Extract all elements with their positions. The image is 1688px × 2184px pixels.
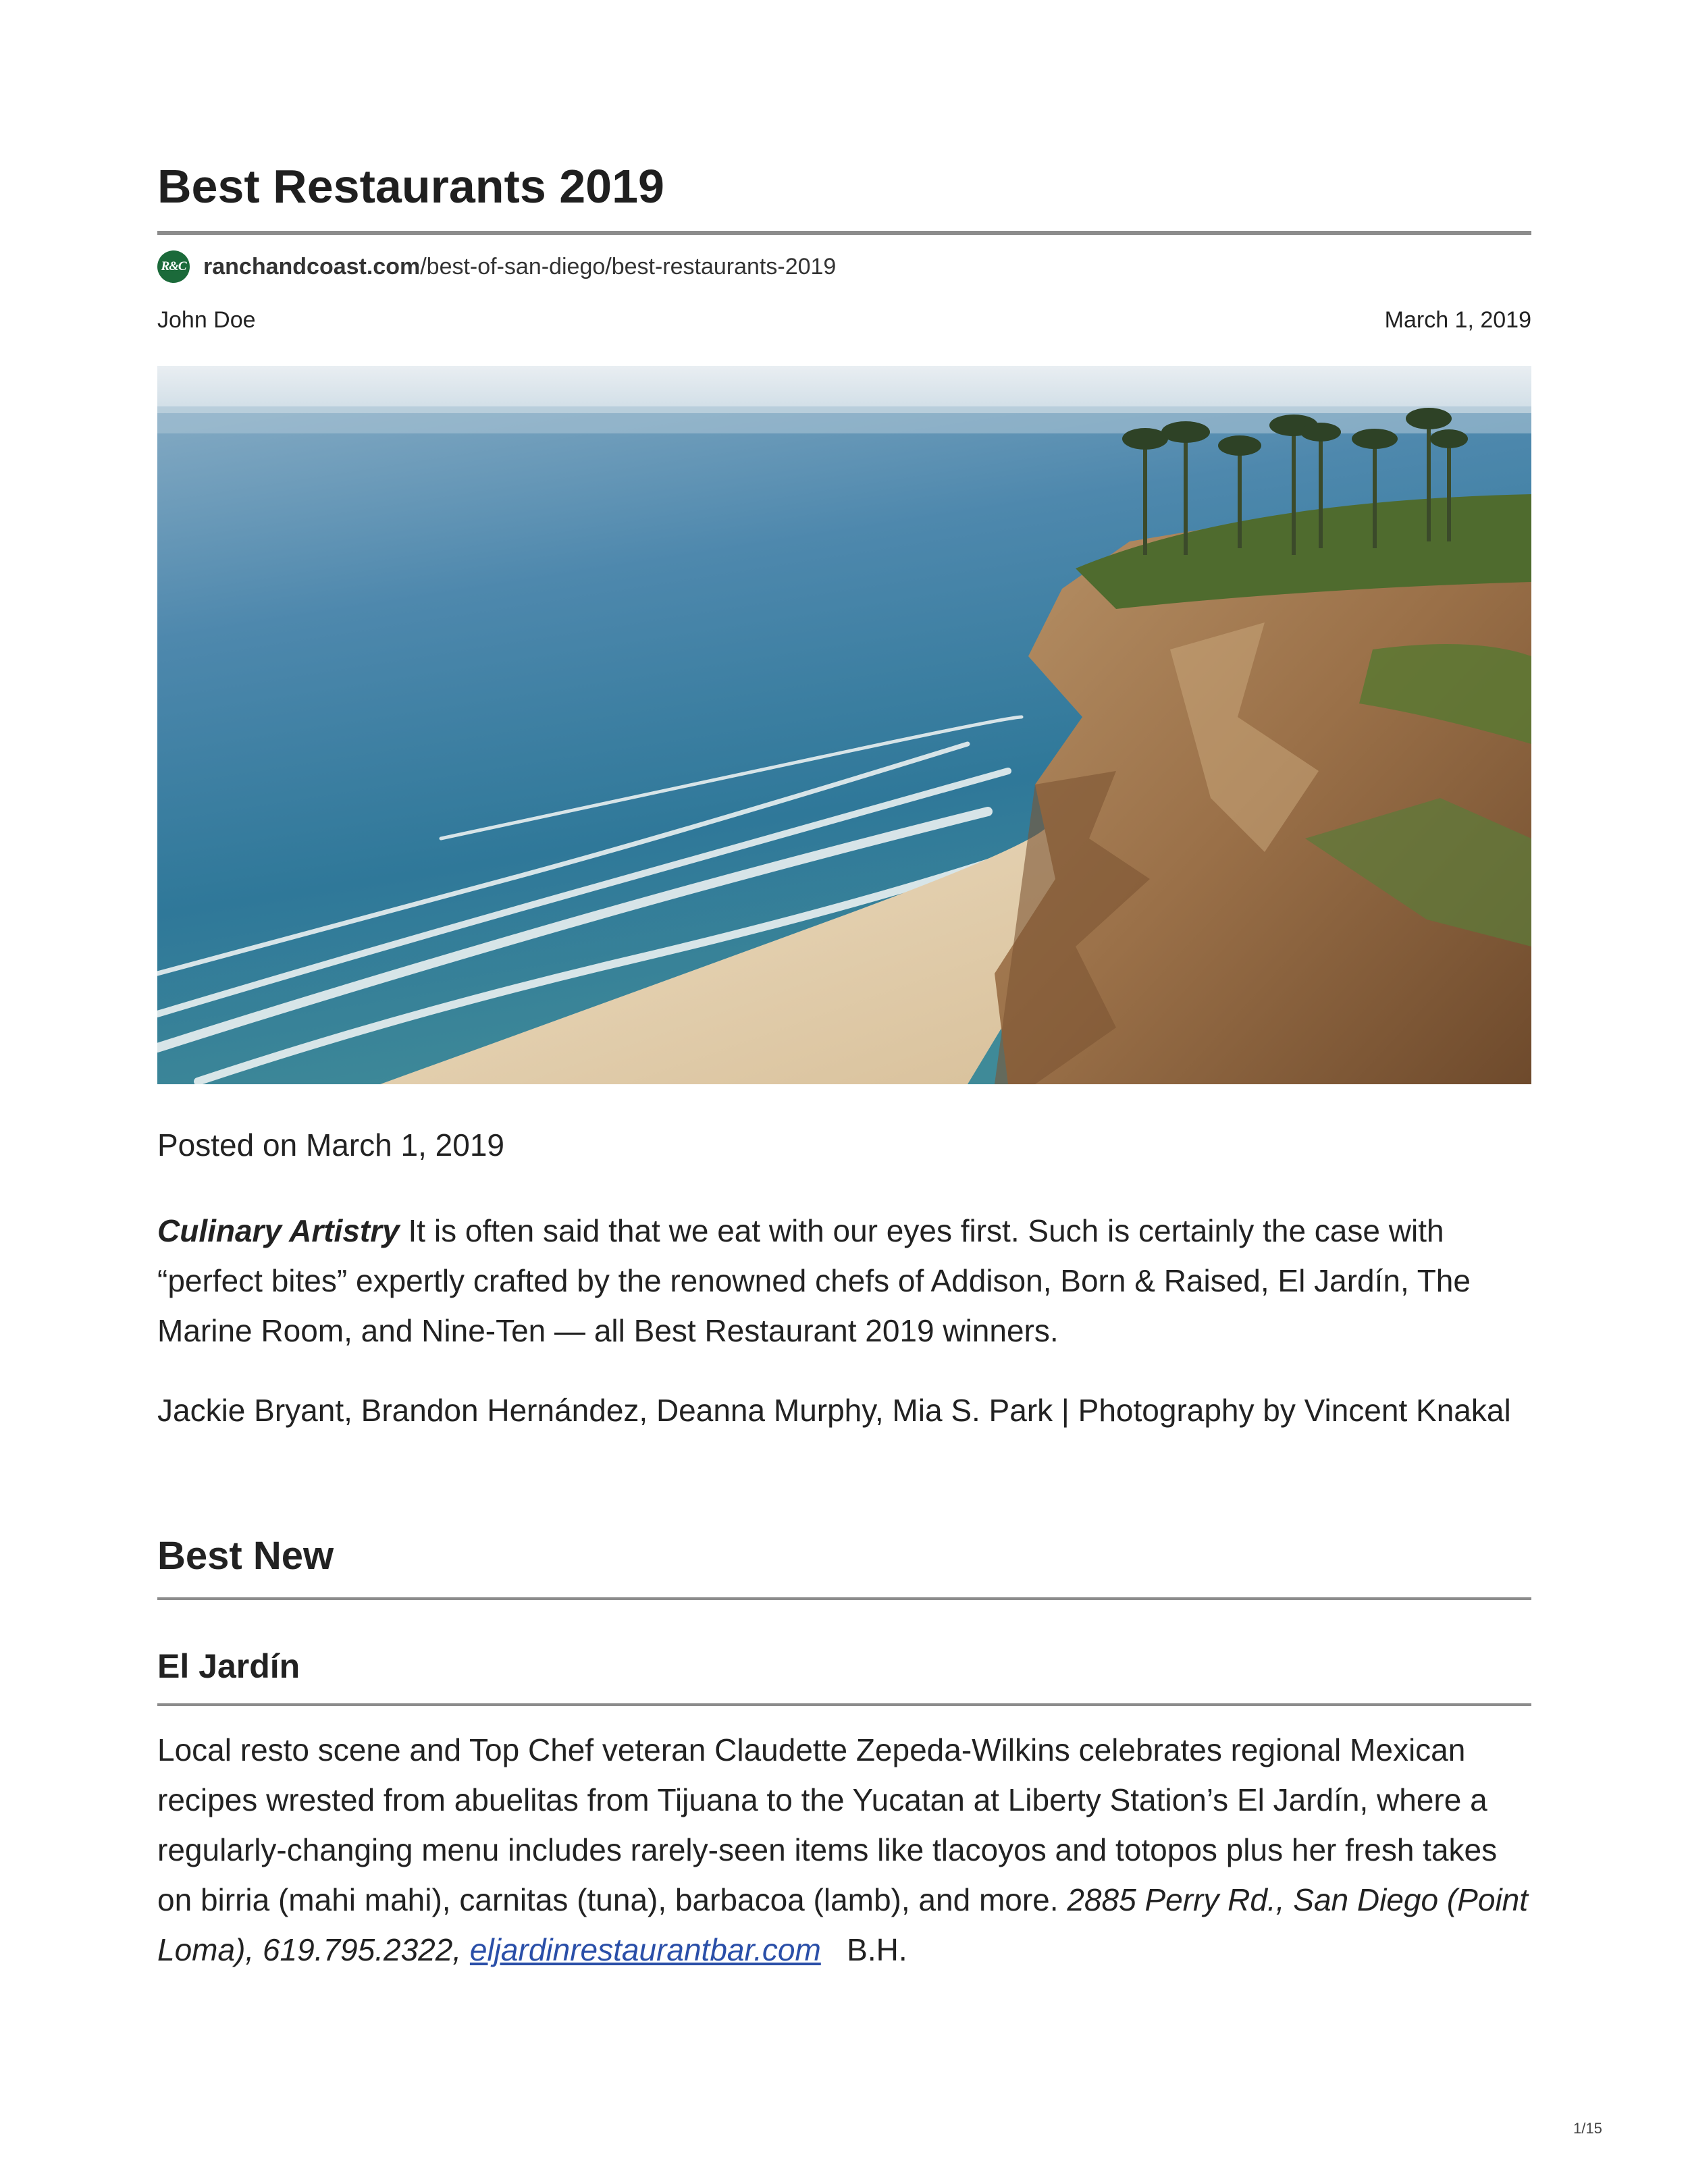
posted-date: Posted on March 1, 2019 — [157, 1127, 504, 1163]
source-domain: ranchandcoast.com — [203, 253, 421, 279]
author-initials: B.H. — [820, 1932, 907, 1967]
restaurant-name: El Jardín — [157, 1647, 300, 1685]
author-name: John Doe — [157, 307, 256, 333]
intro-text: It is often said that we eat with our eyes first. Such is certainly the case with “perfect bites” expertly crafted by the renowned chefs of Addison, Born & Raised, El Jardín, The Marine Room, and Nine-Ten — all Best Restaurant 2019 winners. — [157, 1213, 1471, 1348]
site-logo-icon: R&C — [157, 250, 190, 283]
intro-lead: Culinary Artistry — [157, 1213, 400, 1248]
source-line[interactable] — [157, 250, 836, 284]
section-divider — [157, 1597, 1531, 1600]
credits-line: Jackie Bryant, Brandon Hernández, Deanna Murphy, Mia S. Park | Photography by Vincent Knakal — [157, 1393, 1511, 1428]
hero-image — [157, 366, 1531, 1084]
byline — [157, 307, 1531, 334]
page-title: Best Restaurants 2019 — [157, 160, 664, 213]
source-path: /best-of-san-diego/best-restaurants-2019 — [420, 253, 837, 279]
restaurant-website-link[interactable]: eljardinrestaurantbar.com — [469, 1932, 821, 1967]
section-heading: Best New — [157, 1534, 334, 1578]
title-divider — [157, 231, 1531, 235]
restaurant-body: Local resto scene and Top Chef veteran Claudette Zepeda-Wilkins celebrates regional Mexican recipes wrested from abuelitas from Tijuana to the Yucatan at Liberty Station’s El Jardín, where a regularly-changing menu includes rarely-seen items like tlacoyos and totopos plus her fresh takes on birria (mahi mahi), carnitas (tuna), barbacoa (lamb), and more. — [157, 1732, 1498, 1917]
restaurant-divider — [157, 1703, 1531, 1706]
restaurant-description — [157, 1725, 1531, 1975]
source-url[interactable] — [203, 254, 836, 280]
restaurant-address: 2885 Perry Rd., San Diego (Point Loma), 619.795.2322, — [157, 1882, 1529, 1967]
page-number: 1/15 — [1573, 2120, 1602, 2137]
publish-date: March 1, 2019 — [1384, 307, 1531, 333]
coastal-cliffs-photo — [157, 366, 1531, 1084]
intro-paragraph — [157, 1206, 1531, 1356]
